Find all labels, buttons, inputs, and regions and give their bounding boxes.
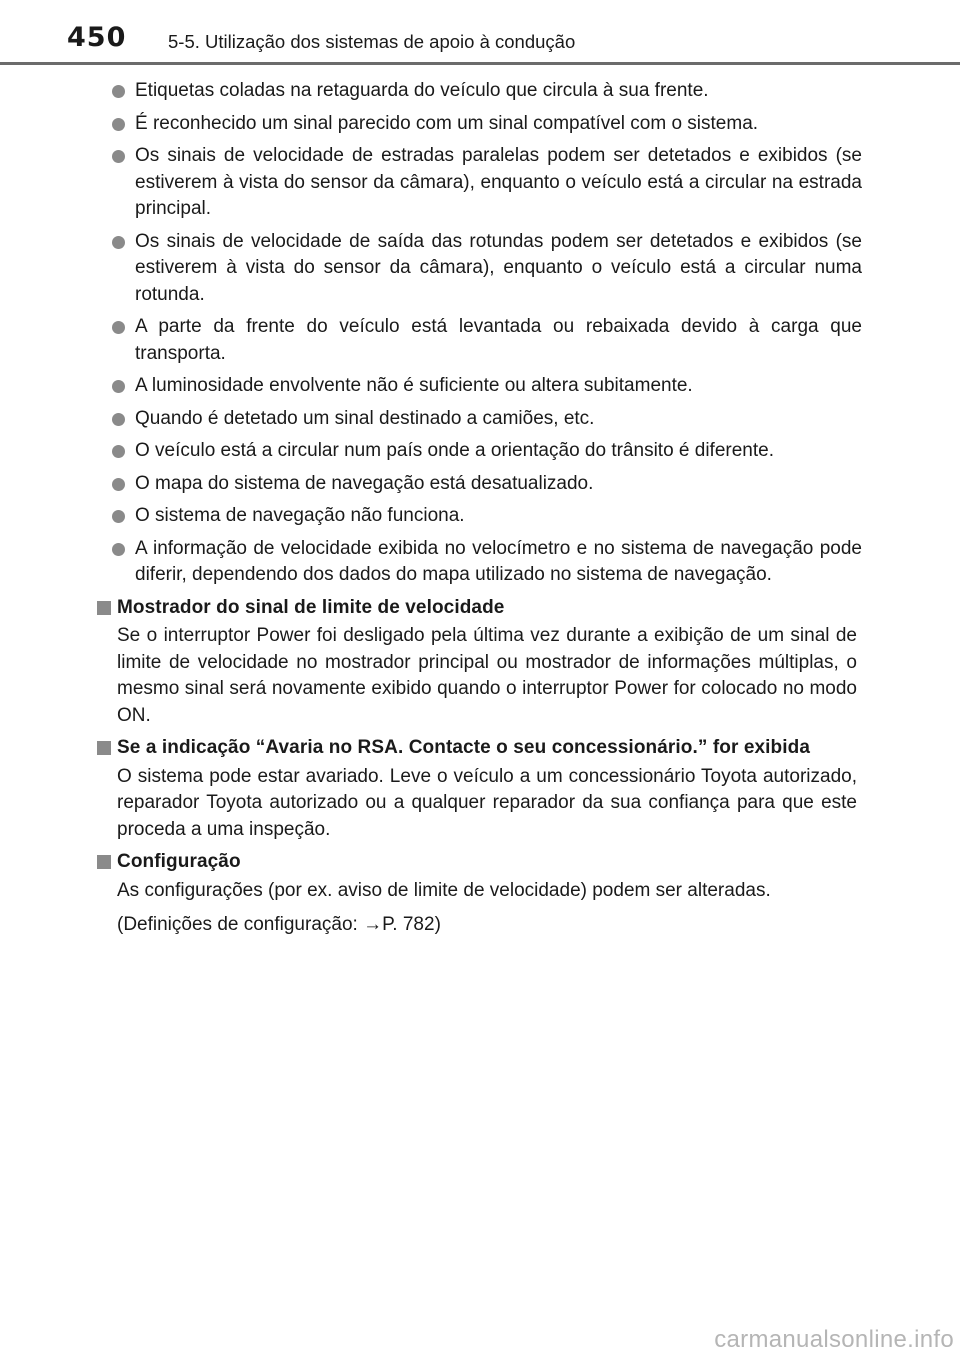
list-item — [117, 111, 862, 138]
bullet-icon — [112, 478, 125, 491]
bullet-icon — [112, 321, 125, 334]
list-item-text: A luminosidade envolvente não é suficiente ou altera subitamente. — [135, 375, 693, 396]
list-item-text: Quando é detetado um sinal destinado a camiões, etc. — [135, 407, 595, 429]
bullet-icon — [112, 236, 125, 249]
section-body: Se o interruptor Power foi desligado pela última vez durante a exibição de um sinal de limite de velocidade no mostrador principal ou mostrador de informações múltiplas, o mesmo sinal será novamente exibido quando o interruptor Power for colocado no modo ON. — [117, 625, 857, 726]
list-item — [117, 78, 862, 105]
bullet-icon — [112, 118, 125, 131]
bullet-icon — [112, 510, 125, 523]
section-heading: Mostrador do sinal de limite de velocidade — [117, 596, 505, 618]
section-title: 5-5. Utilização dos sistemas de apoio à condução — [168, 31, 576, 52]
list-item — [117, 373, 862, 400]
section-configuration — [117, 849, 862, 939]
bullet-icon — [112, 380, 125, 393]
header-divider — [0, 62, 960, 65]
section-speed-limit-display — [117, 595, 862, 730]
square-bullet-icon — [97, 601, 111, 615]
bullet-icon — [112, 413, 125, 426]
section-body: O sistema pode estar avariado. Leve o veículo a um concessionário Toyota autorizado, reparador Toyota autorizado ou a qualquer reparador da sua confiança para que este proceda a uma inspeção. — [117, 765, 857, 840]
list-item-text: O veículo está a circular num país onde a orientação do trânsito é diferente. — [135, 440, 774, 461]
page-reference-link[interactable]: (Definições de configuração: →P. 782) — [117, 914, 441, 935]
list-item-text: A informação de velocidade exibida no velocímetro e no sistema de navegação pode diferir, dependendo dos dados do mapa utilizado no sistema de navegação. — [135, 537, 862, 585]
section-body: As configurações (por ex. aviso de limite de velocidade) podem ser alteradas. — [117, 879, 771, 901]
list-item — [117, 314, 862, 367]
bullet-icon — [112, 85, 125, 98]
page-number: 450 — [67, 22, 127, 53]
section-heading: Se a indicação “Avaria no RSA. Contacte o seu concessionário.” for exibida — [117, 737, 811, 758]
list-item — [117, 229, 862, 309]
list-item — [117, 406, 862, 433]
section-rsa-malfunction — [117, 735, 862, 843]
list-item-text: Os sinais de velocidade de estradas paralelas podem ser detetados e exibidos (se estiverem à vista do sensor da câmara), enquanto o veículo está a circular na estrada principal. — [135, 145, 862, 219]
section-heading: Configuração — [117, 851, 241, 872]
list-item — [117, 438, 862, 465]
list-item-text: Etiquetas coladas na retaguarda do veículo que circula à sua frente. — [135, 80, 709, 101]
page-header — [0, 0, 960, 68]
bullet-icon — [112, 445, 125, 458]
page-content — [117, 78, 862, 945]
list-item-text: O mapa do sistema de navegação está desatualizado. — [135, 472, 594, 494]
list-item-text: A parte da frente do veículo está levantada ou rebaixada devido à carga que transporta. — [135, 316, 862, 364]
list-item — [117, 471, 862, 498]
list-item-text: Os sinais de velocidade de saída das rotundas podem ser detetados e exibidos (se estiverem à vista do sensor da câmara), enquanto o veículo está a circular numa rotunda. — [135, 230, 862, 305]
list-item-text: O sistema de navegação não funciona. — [135, 505, 465, 526]
list-item — [117, 536, 862, 589]
bullet-icon — [112, 543, 125, 556]
list-item — [117, 503, 862, 530]
list-item — [117, 143, 862, 223]
list-item-text: É reconhecido um sinal parecido com um sinal compatível com o sistema. — [135, 112, 759, 134]
square-bullet-icon — [97, 741, 111, 755]
watermark: carmanualsonline.info — [714, 1326, 954, 1353]
square-bullet-icon — [97, 855, 111, 869]
bullet-icon — [112, 150, 125, 163]
